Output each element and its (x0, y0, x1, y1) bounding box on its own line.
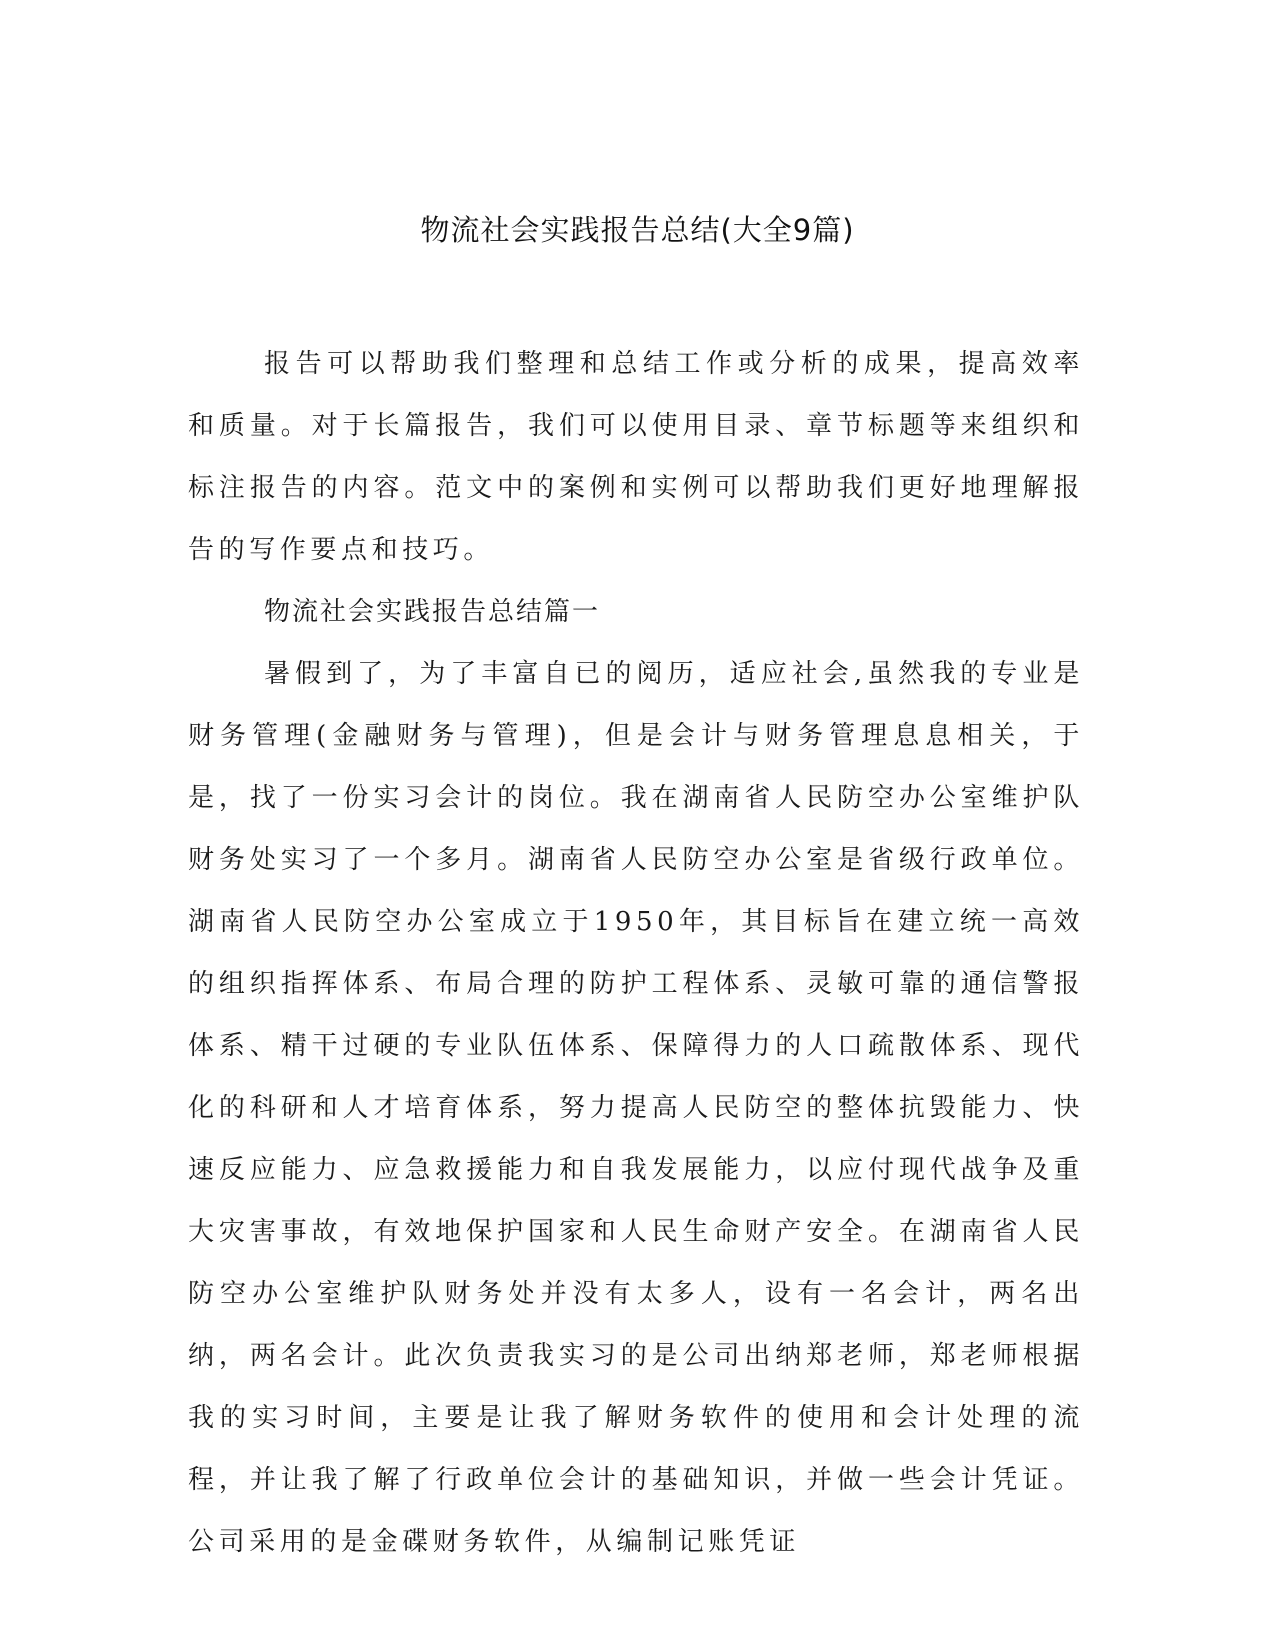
section-paragraph: 暑假到了，为了丰富自已的阅历，适应社会,虽然我的专业是财务管理(金融财务与管理)，但是会计与财务管理息息相关，于是，找了一份实习会计的岗位。我在湖南省人民防空办公室维护队财务处实习了一个多月。湖南省人民防空办公室是省级行政单位。湖南省人民防空办公室成立于1950年，其目标旨在建立统一高效的组织指挥体系、布局合理的防护工程体系、灵敏可靠的通信警报体系、精干过硬的专业队伍体系、保障得力的人口疏散体系、现代化的科研和人才培育体系，努力提高人民防空的整体抗毁能力、快速反应能力、应急救援能力和自我发展能力，以应付现代战争及重大灾害事故，有效地保护国家和人民生命财产安全。在湖南省人民防空办公室维护队财务处并没有太多人，设有一名会计，两名出纳，两名会计。此次负责我实习的是公司出纳郑老师，郑老师根据我的实习时间，主要是让我了解财务软件的使用和会计处理的流程，并让我了解了行政单位会计的基础知识，并做一些会计凭证。公司采用的是金碟财务软件，从编制记账凭证 (188, 659, 1084, 1557)
intro-paragraph: 报告可以帮助我们整理和总结工作或分析的成果，提高效率和质量。对于长篇报告，我们可以使用目录、章节标题等来组织和标注报告的内容。范文中的案例和实例可以帮助我们更好地理解报告的写作要点和技巧。 (188, 349, 1084, 565)
document-body (188, 333, 1084, 1573)
section-heading: 物流社会实践报告总结篇一 (264, 597, 601, 627)
document-title: 物流社会实践报告总结(大全9篇) (420, 213, 855, 247)
